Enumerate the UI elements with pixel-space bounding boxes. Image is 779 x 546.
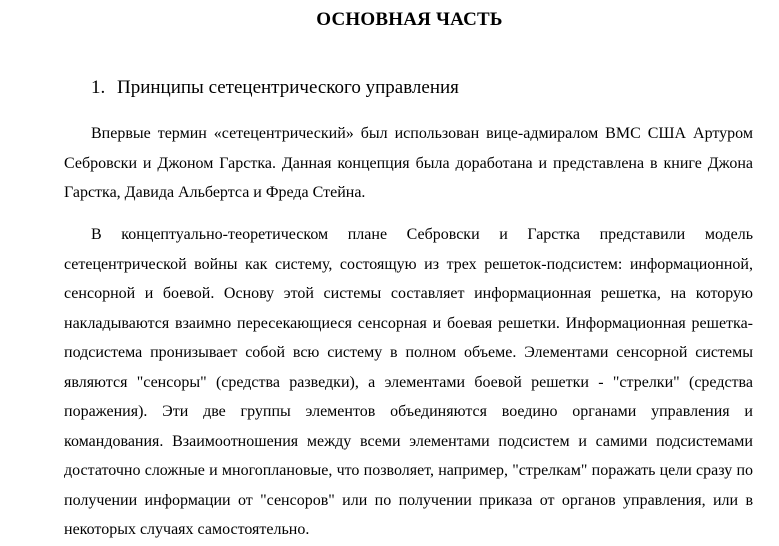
paragraph-2: В концептуально-теоретическом плане Себровски и Гарстка представили модель сетецентрической войны как систему, состоящую из трех решеток-подсистем: информационной, сенсорной и боевой. Основу этой системы составляет информационная решетка, на которую накладываются взаимно пересекающиеся сенсорная и боевая решетки. Информационная решетка-подсистема пронизывает собой всю систему в полном объеме. Элементами сенсорной системы являются "сенсоры" (средства разведки), а элементами боевой решетки - "стрелки" (средства поражения). Эти две группы элементов объединяются воедино органами управления и командования. Взаимоотношения между всеми элементами подсистем и самими подсистемами достаточно сложные и многоплановые, что позволяет, например, "стрелкам" поражать цели сразу по получении информации от "сенсоров" или по получении приказа от органов управления, или в некоторых случаях самостоятельно.	[64, 226, 753, 538]
section-title: Принципы сетецентрического управления	[117, 77, 459, 98]
paragraph-1: Впервые термин «сетецентрический» был использован вице-адмиралом ВМС США Артуром Себровски и Джоном Гарстка. Данная концепция была доработана и представлена в книге Джона Гарстка, Давида Альбертса и Фреда Стейна.	[64, 125, 753, 201]
section-heading	[91, 76, 459, 100]
section-number: 1.	[91, 77, 106, 98]
page-title: ОСНОВНАЯ ЧАСТЬ	[316, 9, 503, 30]
